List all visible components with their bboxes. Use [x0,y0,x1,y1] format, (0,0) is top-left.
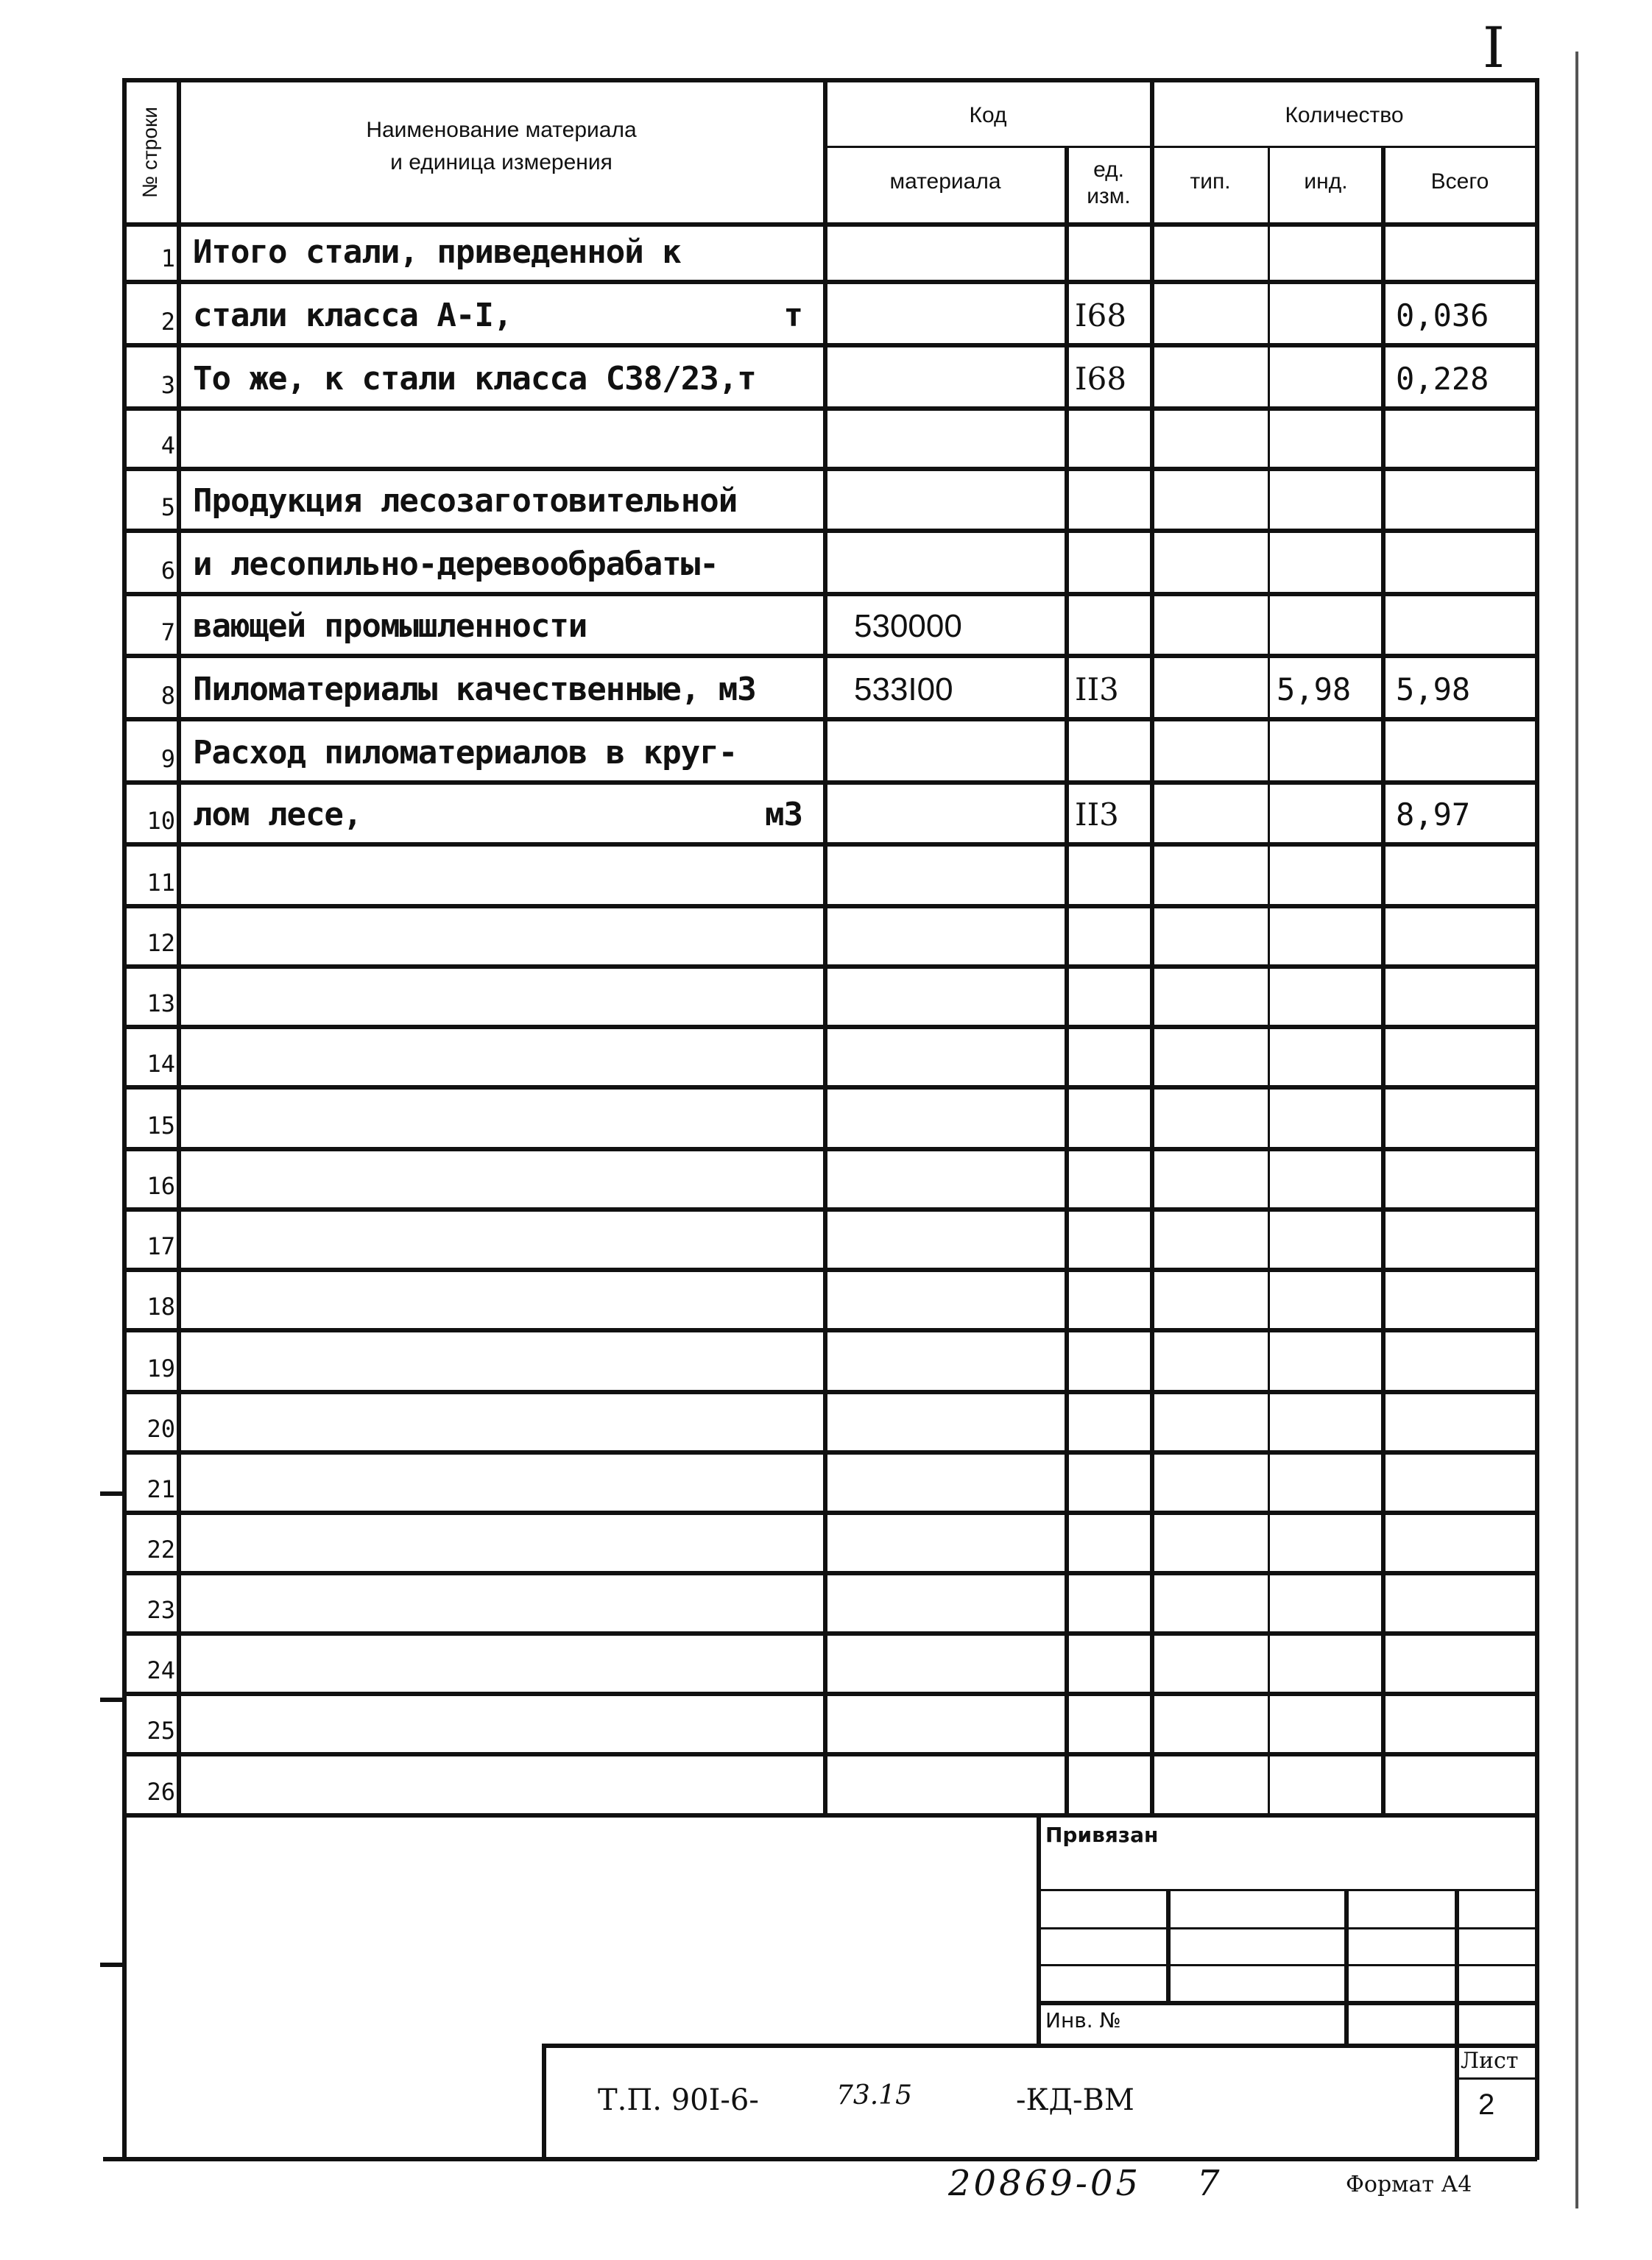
row-divider [122,1752,1537,1756]
inv-label: Инв. № [1045,2008,1121,2033]
stamp-bottom-border [103,2157,1537,2161]
doc-code-prefix: Т.П. 90I-6- [598,2083,759,2117]
doc-code-handwritten: 73.15 [836,2080,913,2111]
row-number: 1 [160,244,175,272]
material-unit-inline: м3 [765,796,802,833]
page-edge-line [1575,52,1578,2208]
unit-code: I68 [1075,361,1127,397]
row-number: 11 [147,869,175,897]
stamp-hline-4 [1037,2001,1537,2005]
row-number: 4 [160,431,175,459]
material-name: лом лесе, [193,796,362,833]
row-divider [122,280,1537,284]
header-code-material: материала [889,169,1001,194]
row-divider [122,964,1537,969]
row-divider [122,1390,1537,1394]
row-divider [122,780,1537,785]
material-name: стали класса А-I, [193,297,512,334]
unit-code: II3 [1075,671,1119,707]
stamp-vline-b [1344,1889,1349,2044]
row-divider [122,654,1537,658]
row-number: 3 [160,371,175,399]
row-number: 17 [147,1232,175,1260]
sheet-label: Лист [1461,2048,1519,2074]
row-divider [122,1328,1537,1332]
stamp-doc-left [542,2044,546,2160]
row-number: 7 [160,618,175,646]
row-divider [122,904,1537,908]
row-number: 13 [147,989,175,1017]
row-divider [122,1025,1537,1029]
format-label: Формат А4 [1346,2172,1472,2197]
row-number: 2 [160,308,175,336]
row-divider [122,1631,1537,1636]
row-number: 24 [147,1656,175,1684]
header-qty-ind: инд. [1304,169,1348,194]
col-divider-qty [1150,78,1154,1813]
row-number: 5 [160,493,175,521]
row-divider [122,529,1537,533]
header-code-unit-1: ед. [1093,158,1124,182]
row-divider [122,406,1537,411]
col-divider-rowno [177,78,181,1813]
material-code: 530000 [854,608,962,644]
margin-tick-1 [100,1491,122,1496]
col-divider-code [823,78,827,1813]
material-unit-inline: т [783,297,802,334]
row-number: 6 [160,557,175,585]
header-row-no: № строки [138,107,161,198]
header-bottom-border [122,222,1537,227]
header-code: Код [969,103,1007,127]
row-divider [122,1511,1537,1515]
header-sub-divider [823,146,1537,148]
corner-mark: I [1483,15,1505,80]
stamp-hline-1 [1037,1889,1537,1891]
row-number: 12 [147,929,175,957]
row-divider [122,1207,1537,1212]
row-divider [122,1085,1537,1090]
material-name: Итого стали, приведенной к [193,233,681,271]
row-number: 14 [147,1050,175,1078]
row-number: 20 [147,1415,175,1443]
qty-total-value: 0,228 [1396,361,1489,397]
col-divider-ind [1268,146,1270,1813]
row-number: 8 [160,682,175,710]
material-name: Расход пиломатериалов в круг- [193,734,738,771]
header-name-line2: и единица измерения [390,150,613,174]
row-divider [122,1692,1537,1696]
sheet-number: 2 [1478,2088,1495,2121]
unit-code: II3 [1075,797,1119,833]
row-number: 18 [147,1293,175,1321]
handwritten-archive-number: 20869-05 [948,2163,1141,2204]
header-qty-total: Всего [1430,169,1489,194]
doc-code-suffix: -КД-ВМ [1016,2083,1134,2117]
row-divider [122,842,1537,847]
row-divider [122,343,1537,347]
row-divider [122,717,1537,721]
row-divider [122,467,1537,471]
row-number: 16 [147,1172,175,1200]
col-divider-total [1381,146,1386,1813]
material-name: Пиломатериалы качественные, м3 [193,671,756,708]
qty-total-value: 0,036 [1396,297,1489,333]
stamp-vline-c [1455,1889,1459,2160]
header-code-unit-2: изм. [1087,184,1131,208]
material-name: То же, к стали класса С38/23,т [193,360,756,398]
row-number: 26 [147,1778,175,1806]
material-name: Продукция лесозаготовительной [193,482,738,520]
table-top-border [122,78,1537,82]
table-right-border [1535,78,1539,2160]
stamp-top-border [122,1813,1537,1818]
margin-tick-3 [100,1963,122,1967]
header-qty-typ: тип. [1190,169,1231,194]
unit-code: I68 [1075,297,1127,333]
stamp-sheet-divider [1455,2077,1537,2080]
row-number: 10 [147,807,175,835]
bound-label: Привязан [1045,1823,1159,1847]
qty-total-value: 8,97 [1396,797,1471,833]
row-divider [122,1147,1537,1151]
row-divider [122,1571,1537,1575]
margin-tick-2 [100,1698,122,1702]
col-divider-unit [1065,146,1069,1813]
stamp-hline-2 [1037,1927,1537,1929]
row-divider [122,1268,1537,1272]
header-name-line1: Наименование материала [366,118,637,142]
stamp-vline-a [1166,1889,1171,2001]
row-divider [122,1450,1537,1455]
row-number: 22 [147,1536,175,1564]
stamp-left-border [122,1813,127,2160]
qty-ind-value: 5,98 [1277,671,1352,707]
row-number: 21 [147,1475,175,1503]
row-number: 9 [160,745,175,773]
row-number: 15 [147,1112,175,1140]
row-number: 19 [147,1355,175,1383]
material-code: 533I00 [854,671,953,707]
row-number: 23 [147,1596,175,1624]
stamp-hline-3 [1037,1964,1537,1966]
row-divider [122,592,1537,596]
stamp-doc-top [542,2044,1537,2048]
qty-total-value: 5,98 [1396,671,1471,707]
row-number: 25 [147,1717,175,1745]
material-name: вающей промышленности [193,607,587,645]
material-name: и лесопильно-деревообрабаты- [193,545,719,583]
header-quantity: Количество [1285,103,1404,127]
handwritten-mark: 7 [1197,2163,1220,2204]
